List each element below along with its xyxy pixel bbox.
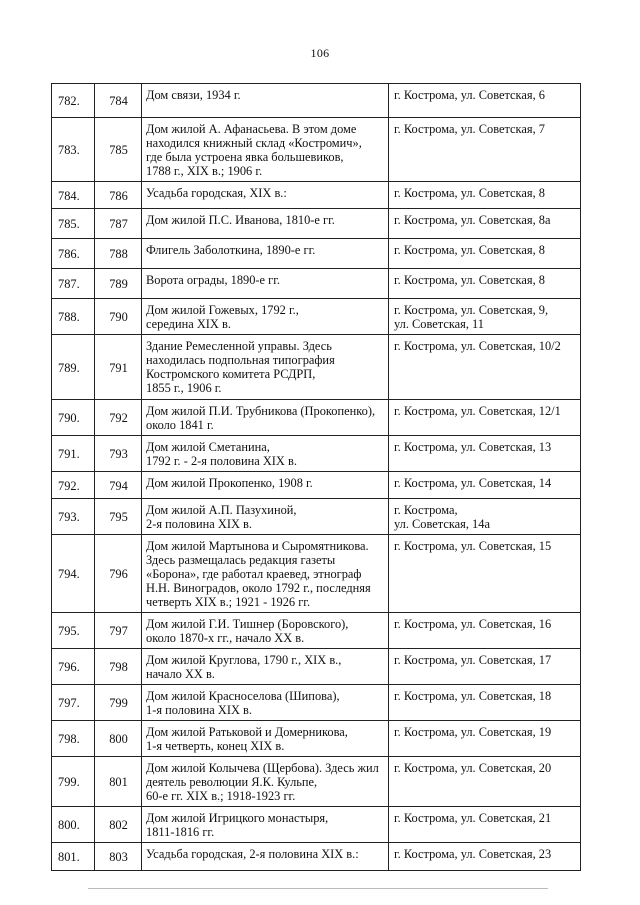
table-row (52, 535, 581, 613)
object-name: Дом жилой А.П. Пазухиной, 2-я половина XIX в. (142, 499, 389, 535)
object-name: Дом жилой Мартынова и Сыромятникова. Здесь размещалась редакция газеты «Борона», где работал краевед, этнограф Н.Н. Виноградов, около 1792 г., последняя четверть XIX в.; 1921 - 1926 гг. (142, 535, 389, 613)
table-row (52, 843, 581, 871)
row-number: 786. (52, 239, 95, 269)
row-number: 783. (52, 118, 95, 182)
row-number: 792. (52, 472, 95, 499)
object-address: г. Кострома, ул. Советская, 23 (389, 843, 581, 871)
row-number: 799. (52, 757, 95, 807)
object-name: Дом жилой П.С. Иванова, 1810-е гг. (142, 209, 389, 239)
register-number: 789 (95, 269, 142, 299)
register-number: 790 (95, 299, 142, 335)
register-number: 794 (95, 472, 142, 499)
object-address: г. Кострома, ул. Советская, 20 (389, 757, 581, 807)
object-address: г. Кострома, ул. Советская, 8 (389, 182, 581, 209)
object-name: Дом жилой А. Афанасьева. В этом доме находился книжный склад «Костромич», где была устроена явка большевиков, 1788 г., XIX в.; 1906 г. (142, 118, 389, 182)
object-address: г. Кострома, ул. Советская, 12/1 (389, 400, 581, 436)
object-name: Ворота ограды, 1890-е гг. (142, 269, 389, 299)
object-address: г. Кострома, ул. Советская, 18 (389, 685, 581, 721)
row-number: 787. (52, 269, 95, 299)
register-number: 793 (95, 436, 142, 472)
object-address: г. Кострома, ул. Советская, 9, ул. Советская, 11 (389, 299, 581, 335)
object-address: г. Кострома, ул. Советская, 7 (389, 118, 581, 182)
object-name: Дом жилой Г.И. Тишнер (Боровского), около 1870-х гг., начало XX в. (142, 613, 389, 649)
row-number: 789. (52, 335, 95, 400)
table-row (52, 757, 581, 807)
object-name: Дом жилой П.И. Трубникова (Прокопенко), около 1841 г. (142, 400, 389, 436)
object-name: Дом жилой Гожевых, 1792 г., середина XIX в. (142, 299, 389, 335)
row-number: 801. (52, 843, 95, 871)
table-row (52, 685, 581, 721)
register-number: 803 (95, 843, 142, 871)
register-number: 796 (95, 535, 142, 613)
object-name: Здание Ремесленной управы. Здесь находилась подпольная типография Костромского комитета РСДРП, 1855 г., 1906 г. (142, 335, 389, 400)
object-address: г. Кострома, ул. Советская, 10/2 (389, 335, 581, 400)
table-row (52, 807, 581, 843)
row-number: 784. (52, 182, 95, 209)
object-address: г. Кострома, ул. Советская, 6 (389, 84, 581, 118)
table-row (52, 472, 581, 499)
register-number: 800 (95, 721, 142, 757)
table-row (52, 436, 581, 472)
object-address: г. Кострома, ул. Советская, 17 (389, 649, 581, 685)
table-row (52, 400, 581, 436)
object-name: Усадьба городская, XIX в.: (142, 182, 389, 209)
register-number: 802 (95, 807, 142, 843)
object-address: г. Кострома, ул. Советская, 14 (389, 472, 581, 499)
object-name: Дом жилой Круглова, 1790 г., XIX в., начало XX в. (142, 649, 389, 685)
register-number: 787 (95, 209, 142, 239)
object-address: г. Кострома, ул. Советская, 14а (389, 499, 581, 535)
row-number: 791. (52, 436, 95, 472)
object-name: Дом жилой Прокопенко, 1908 г. (142, 472, 389, 499)
scan-edge-line (88, 888, 548, 889)
register-number: 799 (95, 685, 142, 721)
table-row (52, 721, 581, 757)
heritage-registry-table (51, 83, 581, 871)
object-address: г. Кострома, ул. Советская, 21 (389, 807, 581, 843)
register-number: 795 (95, 499, 142, 535)
table-row (52, 182, 581, 209)
table-row (52, 209, 581, 239)
table-row (52, 118, 581, 182)
object-name: Дом жилой Ратьковой и Домерникова, 1-я четверть, конец XIX в. (142, 721, 389, 757)
register-number: 785 (95, 118, 142, 182)
object-name: Флигель Заболоткина, 1890-е гг. (142, 239, 389, 269)
page-number: 106 (310, 46, 330, 60)
register-number: 784 (95, 84, 142, 118)
object-address: г. Кострома, ул. Советская, 16 (389, 613, 581, 649)
object-name: Дом жилой Колычева (Щербова). Здесь жил деятель революции Я.К. Кульпе, 60-е гг. XIX в.; 1918-1923 гг. (142, 757, 389, 807)
object-address: г. Кострома, ул. Советская, 13 (389, 436, 581, 472)
register-number: 797 (95, 613, 142, 649)
object-address: г. Кострома, ул. Советская, 8а (389, 209, 581, 239)
row-number: 782. (52, 84, 95, 118)
register-number: 792 (95, 400, 142, 436)
register-number: 788 (95, 239, 142, 269)
table-row (52, 269, 581, 299)
row-number: 798. (52, 721, 95, 757)
row-number: 790. (52, 400, 95, 436)
object-name: Усадьба городская, 2-я половина XIX в.: (142, 843, 389, 871)
row-number: 800. (52, 807, 95, 843)
register-number: 798 (95, 649, 142, 685)
object-name: Дом жилой Игрицкого монастыря, 1811-1816 гг. (142, 807, 389, 843)
object-name: Дом жилой Сметанина, 1792 г. - 2-я половина XIX в. (142, 436, 389, 472)
register-number: 791 (95, 335, 142, 400)
object-name: Дом связи, 1934 г. (142, 84, 389, 118)
row-number: 788. (52, 299, 95, 335)
object-address: г. Кострома, ул. Советская, 8 (389, 239, 581, 269)
row-number: 785. (52, 209, 95, 239)
row-number: 794. (52, 535, 95, 613)
row-number: 795. (52, 613, 95, 649)
register-number: 801 (95, 757, 142, 807)
table-row (52, 335, 581, 400)
object-name: Дом жилой Красноселова (Шипова), 1-я половина XIX в. (142, 685, 389, 721)
object-address: г. Кострома, ул. Советская, 8 (389, 269, 581, 299)
table-row (52, 613, 581, 649)
table-row (52, 299, 581, 335)
table-row (52, 239, 581, 269)
object-address: г. Кострома, ул. Советская, 15 (389, 535, 581, 613)
row-number: 797. (52, 685, 95, 721)
table-row (52, 649, 581, 685)
row-number: 796. (52, 649, 95, 685)
row-number: 793. (52, 499, 95, 535)
table-row (52, 499, 581, 535)
object-address: г. Кострома, ул. Советская, 19 (389, 721, 581, 757)
register-number: 786 (95, 182, 142, 209)
table-row (52, 84, 581, 118)
